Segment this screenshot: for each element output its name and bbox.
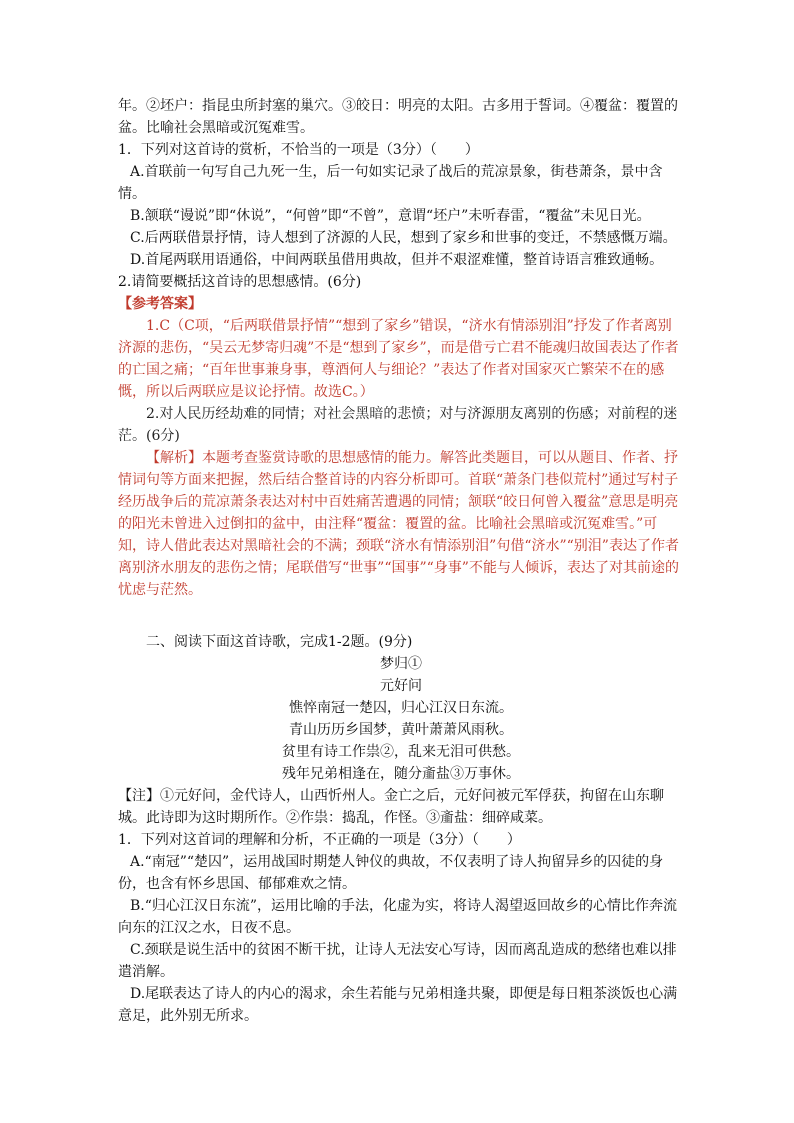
section-two-heading: 二、阅读下面这首诗歌，完成1-2题。(9分) xyxy=(146,634,413,650)
note-continuation: 年。②坯户：指昆虫所封塞的巢穴。③皎日：明亮的太阳。古多用于誓词。④覆盆：覆置的盆。比喻社会黑暗或沉冤难雪。 xyxy=(118,98,678,136)
q2-1-option-d: D.尾联表达了诗人的内心的渴求，余生若能与兄弟相逢共聚，即便是每日粗茶淡饭也心满意足，此外别无所求。 xyxy=(118,986,678,1024)
question-2-1: 1．下列对这首词的理解和分析，不正确的一项是（3分）（ ） xyxy=(118,832,521,848)
poem-title: 梦归① xyxy=(380,656,422,672)
poem-note: 【注】①元好问，金代诗人，山西忻州人。金亡之后，元好问被元军俘获，拘留在山东聊城。此诗即为这时期所作。②作祟：捣乱，作怪。③齑盐：细碎咸菜。 xyxy=(118,788,664,826)
poem-author: 元好问 xyxy=(380,678,422,694)
q1-option-a: A.首联前一句写自己九死一生，后一句如实记录了战后的荒凉景象，街巷萧条，景中含情。 xyxy=(118,164,663,202)
q2-1-option-b: B.“归心江汉日东流”，运用比喻的手法，化虚为实，将诗人渴望返回故乡的心情比作奔流向东的江汉之水，日夜不息。 xyxy=(118,898,678,936)
q2-1-option-c: C.颈联是说生活中的贫困不断干扰，让诗人无法安心写诗，因而离乱造成的愁绪也难以排遣消解。 xyxy=(118,942,677,980)
poem xyxy=(118,653,684,785)
q1-option-d: D.首尾两联用语通俗，中间两联虽借用典故，但并不艰涩难懂，整首诗语言雅致通畅。 xyxy=(130,252,664,268)
document-body xyxy=(118,95,684,1027)
answer-1: 1.C（C项，“后两联借景抒情”“想到了家乡”错误，“济水有情添别泪”抒发了作者离别济源的悲伤，“吴云无梦寄归魂”不是“想到了家乡”，而是借亏亡君不能魂归故国表达了作者的亡国之痛；“百年世事兼身事，尊酒何人与细论？”表达了作者对国家灭亡繁荣不在的感慨，所以后两联应是议论抒情。故选C。） xyxy=(118,318,679,400)
question-2: 2.请简要概括这首诗的思想感情。(6分) xyxy=(118,274,362,290)
poem-line-1: 憔悴南冠一楚囚，归心江汉日东流。 xyxy=(289,700,513,716)
q1-option-b: B.颔联“谩说”即“休说”，“何曾”即“不曾”，意谓“坯户”未听春雷，“覆盆”未见日光。 xyxy=(130,208,651,224)
answer-2: 2.对人民历经劫难的同情；对社会黑暗的悲愤；对与济源朋友离别的伤感；对前程的迷茫。(6分) xyxy=(118,406,678,444)
poem-line-2: 青山历历乡国梦，黄叶萧萧风雨秋。 xyxy=(289,722,513,738)
q1-option-c: C.后两联借景抒情，诗人想到了济源的人民，想到了家乡和世事的变迁，不禁感慨万端。 xyxy=(130,230,677,246)
poem-line-3: 贫里有诗工作祟②，乱来无泪可供愁。 xyxy=(282,744,520,760)
analysis: 【解析】本题考查鉴赏诗歌的思想感情的能力。解答此类题目，可以从题目、作者、抒情词句等方面来把握，然后结合整首诗的内容分析即可。首联“萧条门巷似荒村”通过写村子经历战争后的荒凉萧条表达对村中百姓痛苦遭遇的同情；颔联“皎日何曾入覆盆”意思是明亮的阳光未曾进入过倒扣的盆中，由注释“覆盆：覆置的盆。比喻社会黑暗或沉冤难雪。”可知，诗人借此表达对黑暗社会的不满；颈联“济水有情添别泪”句借“济水”“别泪”表达了作者离别济水朋友的悲伤之情；尾联借写“世事”“国事”“身事”不能与人倾诉，表达了对其前途的忧虑与茫然。 xyxy=(118,450,679,598)
q2-1-option-a: A.“南冠”“楚囚”，运用战国时期楚人钟仪的典故，不仅表明了诗人拘留异乡的囚徒的身份，也含有怀乡思国、郁郁难欢之情。 xyxy=(118,854,664,892)
question-1: 1．下列对这首诗的赏析，不恰当的一项是（3分）（ ） xyxy=(118,142,479,158)
answer-heading: 【参考答案】 xyxy=(118,296,202,312)
poem-line-4: 残年兄弟相逢在，随分齑盐③万事休。 xyxy=(282,766,520,782)
